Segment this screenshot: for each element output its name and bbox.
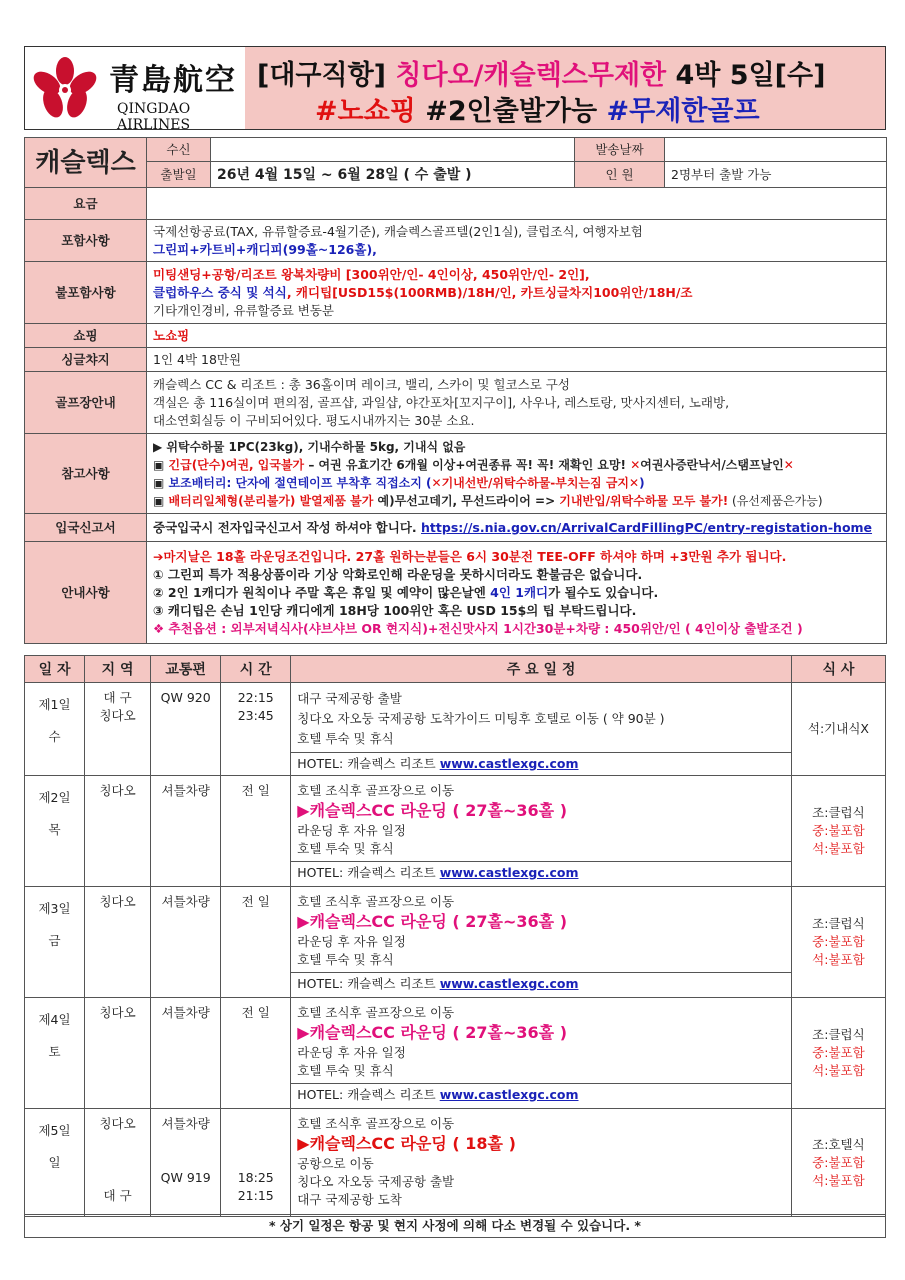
col-header-itinerary: 주 요 일 정 bbox=[291, 656, 792, 683]
hotel-link[interactable]: www.castlexgc.com bbox=[439, 976, 579, 991]
golf-course-value: 캐슬렉스 CC & 리조트 : 총 36홀이며 레이크, 밸리, 스카이 및 힐코스로 구성 객실은 총 116실이며 편의점, 골프샵, 과일샵, 야간포차[꼬지구이], 사우나, 레스토랑, 맛사지센터, 노래방, 대소연회실등 이 구비되어있다. 평도시내까지는 30분 소요. bbox=[147, 372, 887, 434]
transport-cell: 셔틀차량 bbox=[151, 998, 221, 1109]
excluded-value: 미팅샌딩+공항/리조트 왕복차량비 [300위안/인- 4인이상, 450위안/인- 2인], 클럽하우스 중식 및 석식, 캐디팁[USD15$(100RMB)/18H/인, 카트싱글차지100위안/18H/조 기타개인경비, 유류할증료 변동분 bbox=[147, 262, 887, 324]
col-header-meal: 식 사 bbox=[791, 656, 885, 683]
info-table bbox=[24, 137, 887, 644]
included-label: 포함사항 bbox=[25, 220, 147, 262]
footer-note: * 상기 일정은 항공 및 현지 사정에 의해 다소 변경될 수 있습니다. * bbox=[24, 1214, 886, 1238]
hotel-link[interactable]: www.castlexgc.com bbox=[439, 1087, 579, 1102]
table-row bbox=[25, 887, 886, 998]
transport-cell: QW 920 bbox=[151, 683, 221, 776]
col-header-date: 일 자 bbox=[25, 656, 85, 683]
excluded-label: 불포함사항 bbox=[25, 262, 147, 324]
entry-form-link[interactable]: https://s.nia.gov.cn/ArrivalCardFillingPC/entry-registation-home bbox=[421, 519, 873, 535]
airline-logo bbox=[25, 47, 245, 133]
round-highlight: ▶캐슬렉스CC 라운딩 ( 18홀 ) bbox=[297, 1134, 516, 1153]
people-value: 2명부터 출발 가능 bbox=[665, 162, 887, 188]
region-cell: 칭다오 대 구 bbox=[85, 1109, 151, 1217]
time-cell: 18:25 21:15 bbox=[221, 1109, 291, 1217]
time-cell: 전 일 bbox=[221, 887, 291, 998]
title-banner bbox=[24, 46, 886, 133]
itinerary-cell: 호텔 조식후 골프장으로 이동 ▶캐슬렉스CC 라운딩 ( 27홀~36홀 ) 라운딩 후 자유 일정 호텔 투숙 및 휴식 HOTEL: 캐슬렉스 리조트 www.castlexgc.com bbox=[291, 998, 792, 1109]
notice-label: 안내사항 bbox=[25, 542, 147, 644]
day-cell: 제3일 금 bbox=[25, 887, 85, 998]
time-cell: 전 일 bbox=[221, 998, 291, 1109]
reference-label: 참고사항 bbox=[25, 434, 147, 514]
logo-english-text: QINGDAO AIRLINES bbox=[117, 101, 191, 133]
region-cell: 칭다오 bbox=[85, 776, 151, 887]
table-row bbox=[25, 776, 886, 887]
flower-logo-icon bbox=[31, 57, 99, 119]
logo-chinese-text: 青島航空 bbox=[109, 63, 237, 98]
meal-cell: 석:기내식X bbox=[791, 683, 885, 776]
recv-value bbox=[211, 138, 575, 162]
recv-label: 수신 bbox=[147, 138, 211, 162]
meal-cell: 조:클럽식 중:불포함 석:불포함 bbox=[791, 776, 885, 887]
day-cell: 제2일 목 bbox=[25, 776, 85, 887]
day-cell: 제1일 수 bbox=[25, 683, 85, 776]
transport-cell: 셔틀차량 bbox=[151, 776, 221, 887]
entry-form-label: 입국신고서 bbox=[25, 514, 147, 542]
transport-cell: 셔틀차량 bbox=[151, 887, 221, 998]
product-name: 캐슬렉스 bbox=[25, 138, 147, 188]
itinerary-cell: 대구 국제공항 출발 칭다오 자오둥 국제공항 도착가이드 미팅후 호텔로 이동 ( 약 90분 ) 호텔 투숙 및 휴식 HOTEL: 캐슬렉스 리조트 www.castlexgc.com bbox=[291, 683, 792, 776]
hashtag-line: #노쇼핑 #2인출발가능 #무제한골프 bbox=[315, 96, 760, 127]
hotel-link[interactable]: www.castlexgc.com bbox=[439, 756, 579, 771]
golf-course-label: 골프장안내 bbox=[25, 372, 147, 434]
depart-value: 26년 4월 15일 ~ 6월 28일 ( 수 출발 ) bbox=[211, 162, 575, 188]
col-header-time: 시 간 bbox=[221, 656, 291, 683]
table-row bbox=[25, 998, 886, 1109]
round-highlight: ▶캐슬렉스CC 라운딩 ( 27홀~36홀 ) bbox=[297, 1023, 568, 1042]
people-label: 인 원 bbox=[575, 162, 665, 188]
page-title: [대구직항] 칭다오/캐슬렉스무제한 4박 5일[수] bbox=[257, 60, 826, 91]
reference-value: ▶ 위탁수하물 1PC(23kg), 기내수하물 5kg, 기내식 없음 ▣ 긴급(단수)여권, 입국불가 – 여권 유효기간 6개월 이상+여권종류 꼭! 꼭! 재확인 요망! ✕여권사증란낙서/스탬프날인✕ ▣ 보조배터리: 단자에 절연테이프 부착후 직접소지 (✕기내선반/위탁수하물-부치는짐 금지✕) ▣ 배터리일체형(분리불가) 발열제품 불가 예)무선고데기, 무선드라이어 => 기내반입/위탁수하물 모두 불가! (유선제품은가능) bbox=[147, 434, 887, 514]
table-row bbox=[25, 683, 886, 776]
depart-label: 출발일 bbox=[147, 162, 211, 188]
day-cell: 제4일 토 bbox=[25, 998, 85, 1109]
notice-value: ➔마지날은 18홀 라운딩조건입니다. 27홀 원하는분들은 6시 30분전 TEE-OFF 하셔야 하며 +3만원 추가 됩니다. ① 그린피 특가 적용상품이라 기상 악화로인해 라운딩을 못하시더라도 환불금은 없습니다. ② 2인 1캐디가 원칙이나 주말 혹은 휴일 및 예약이 많은날엔 4인 1캐디가 될수도 있습니다. ③ 캐디팁은 손님 1인당 캐디에게 18H당 100위안 혹은 USD 15$의 팁 부탁드립니다. ❖ 추천옵션 : 외부저녁식사(샤브샤브 OR 현지식)+전신맛사지 1시간30분+차량 : 450위안/인 ( 4인이상 출발조건 ) bbox=[147, 542, 887, 644]
itinerary-cell: 호텔 조식후 골프장으로 이동 ▶캐슬렉스CC 라운딩 ( 18홀 ) 공항으로 이동 칭다오 자오둥 국제공항 출발 대구 국제공항 도착 bbox=[291, 1109, 792, 1217]
col-header-region: 지 역 bbox=[85, 656, 151, 683]
included-value: 국제선항공료(TAX, 유류할증료-4월기준), 캐슬렉스골프텔(2인1실), 클럽조식, 여행자보험 그린피+카트비+캐디피(99홀~126홀), bbox=[147, 220, 887, 262]
price-value bbox=[147, 188, 887, 220]
meal-cell: 조:호텔식 중:불포함 석:불포함 bbox=[791, 1109, 885, 1217]
schedule-table bbox=[24, 655, 886, 1217]
meal-cell: 조:클럽식 중:불포함 석:불포함 bbox=[791, 998, 885, 1109]
day-cell: 제5일 일 bbox=[25, 1109, 85, 1217]
region-cell: 칭다오 bbox=[85, 998, 151, 1109]
single-charge-label: 싱글챠지 bbox=[25, 348, 147, 372]
round-highlight: ▶캐슬렉스CC 라운딩 ( 27홀~36홀 ) bbox=[297, 801, 568, 820]
meal-cell: 조:클럽식 중:불포함 석:불포함 bbox=[791, 887, 885, 998]
price-label: 요금 bbox=[25, 188, 147, 220]
hotel-link[interactable]: www.castlexgc.com bbox=[439, 865, 579, 880]
time-cell: 22:15 23:45 bbox=[221, 683, 291, 776]
region-cell: 대 구 칭다오 bbox=[85, 683, 151, 776]
table-row bbox=[25, 1109, 886, 1217]
itinerary-cell: 호텔 조식후 골프장으로 이동 ▶캐슬렉스CC 라운딩 ( 27홀~36홀 ) 라운딩 후 자유 일정 호텔 투숙 및 휴식 HOTEL: 캐슬렉스 리조트 www.castlexgc.com bbox=[291, 776, 792, 887]
shopping-label: 쇼핑 bbox=[25, 324, 147, 348]
entry-form-value: 중국입국시 전자입국신고서 작성 하셔야 합니다. https://s.nia.gov.cn/ArrivalCardFillingPC/entry-registation-home bbox=[147, 514, 887, 542]
region-cell: 칭다오 bbox=[85, 887, 151, 998]
send-date-value bbox=[665, 138, 887, 162]
round-highlight: ▶캐슬렉스CC 라운딩 ( 27홀~36홀 ) bbox=[297, 912, 568, 931]
send-date-label: 발송날짜 bbox=[575, 138, 665, 162]
col-header-transport: 교통편 bbox=[151, 656, 221, 683]
single-charge-value: 1인 4박 18만원 bbox=[147, 348, 887, 372]
transport-cell: 셔틀차량 QW 919 bbox=[151, 1109, 221, 1217]
shopping-value: 노쇼핑 bbox=[147, 324, 887, 348]
time-cell: 전 일 bbox=[221, 776, 291, 887]
itinerary-cell: 호텔 조식후 골프장으로 이동 ▶캐슬렉스CC 라운딩 ( 27홀~36홀 ) 라운딩 후 자유 일정 호텔 투숙 및 휴식 HOTEL: 캐슬렉스 리조트 www.castlexgc.com bbox=[291, 887, 792, 998]
